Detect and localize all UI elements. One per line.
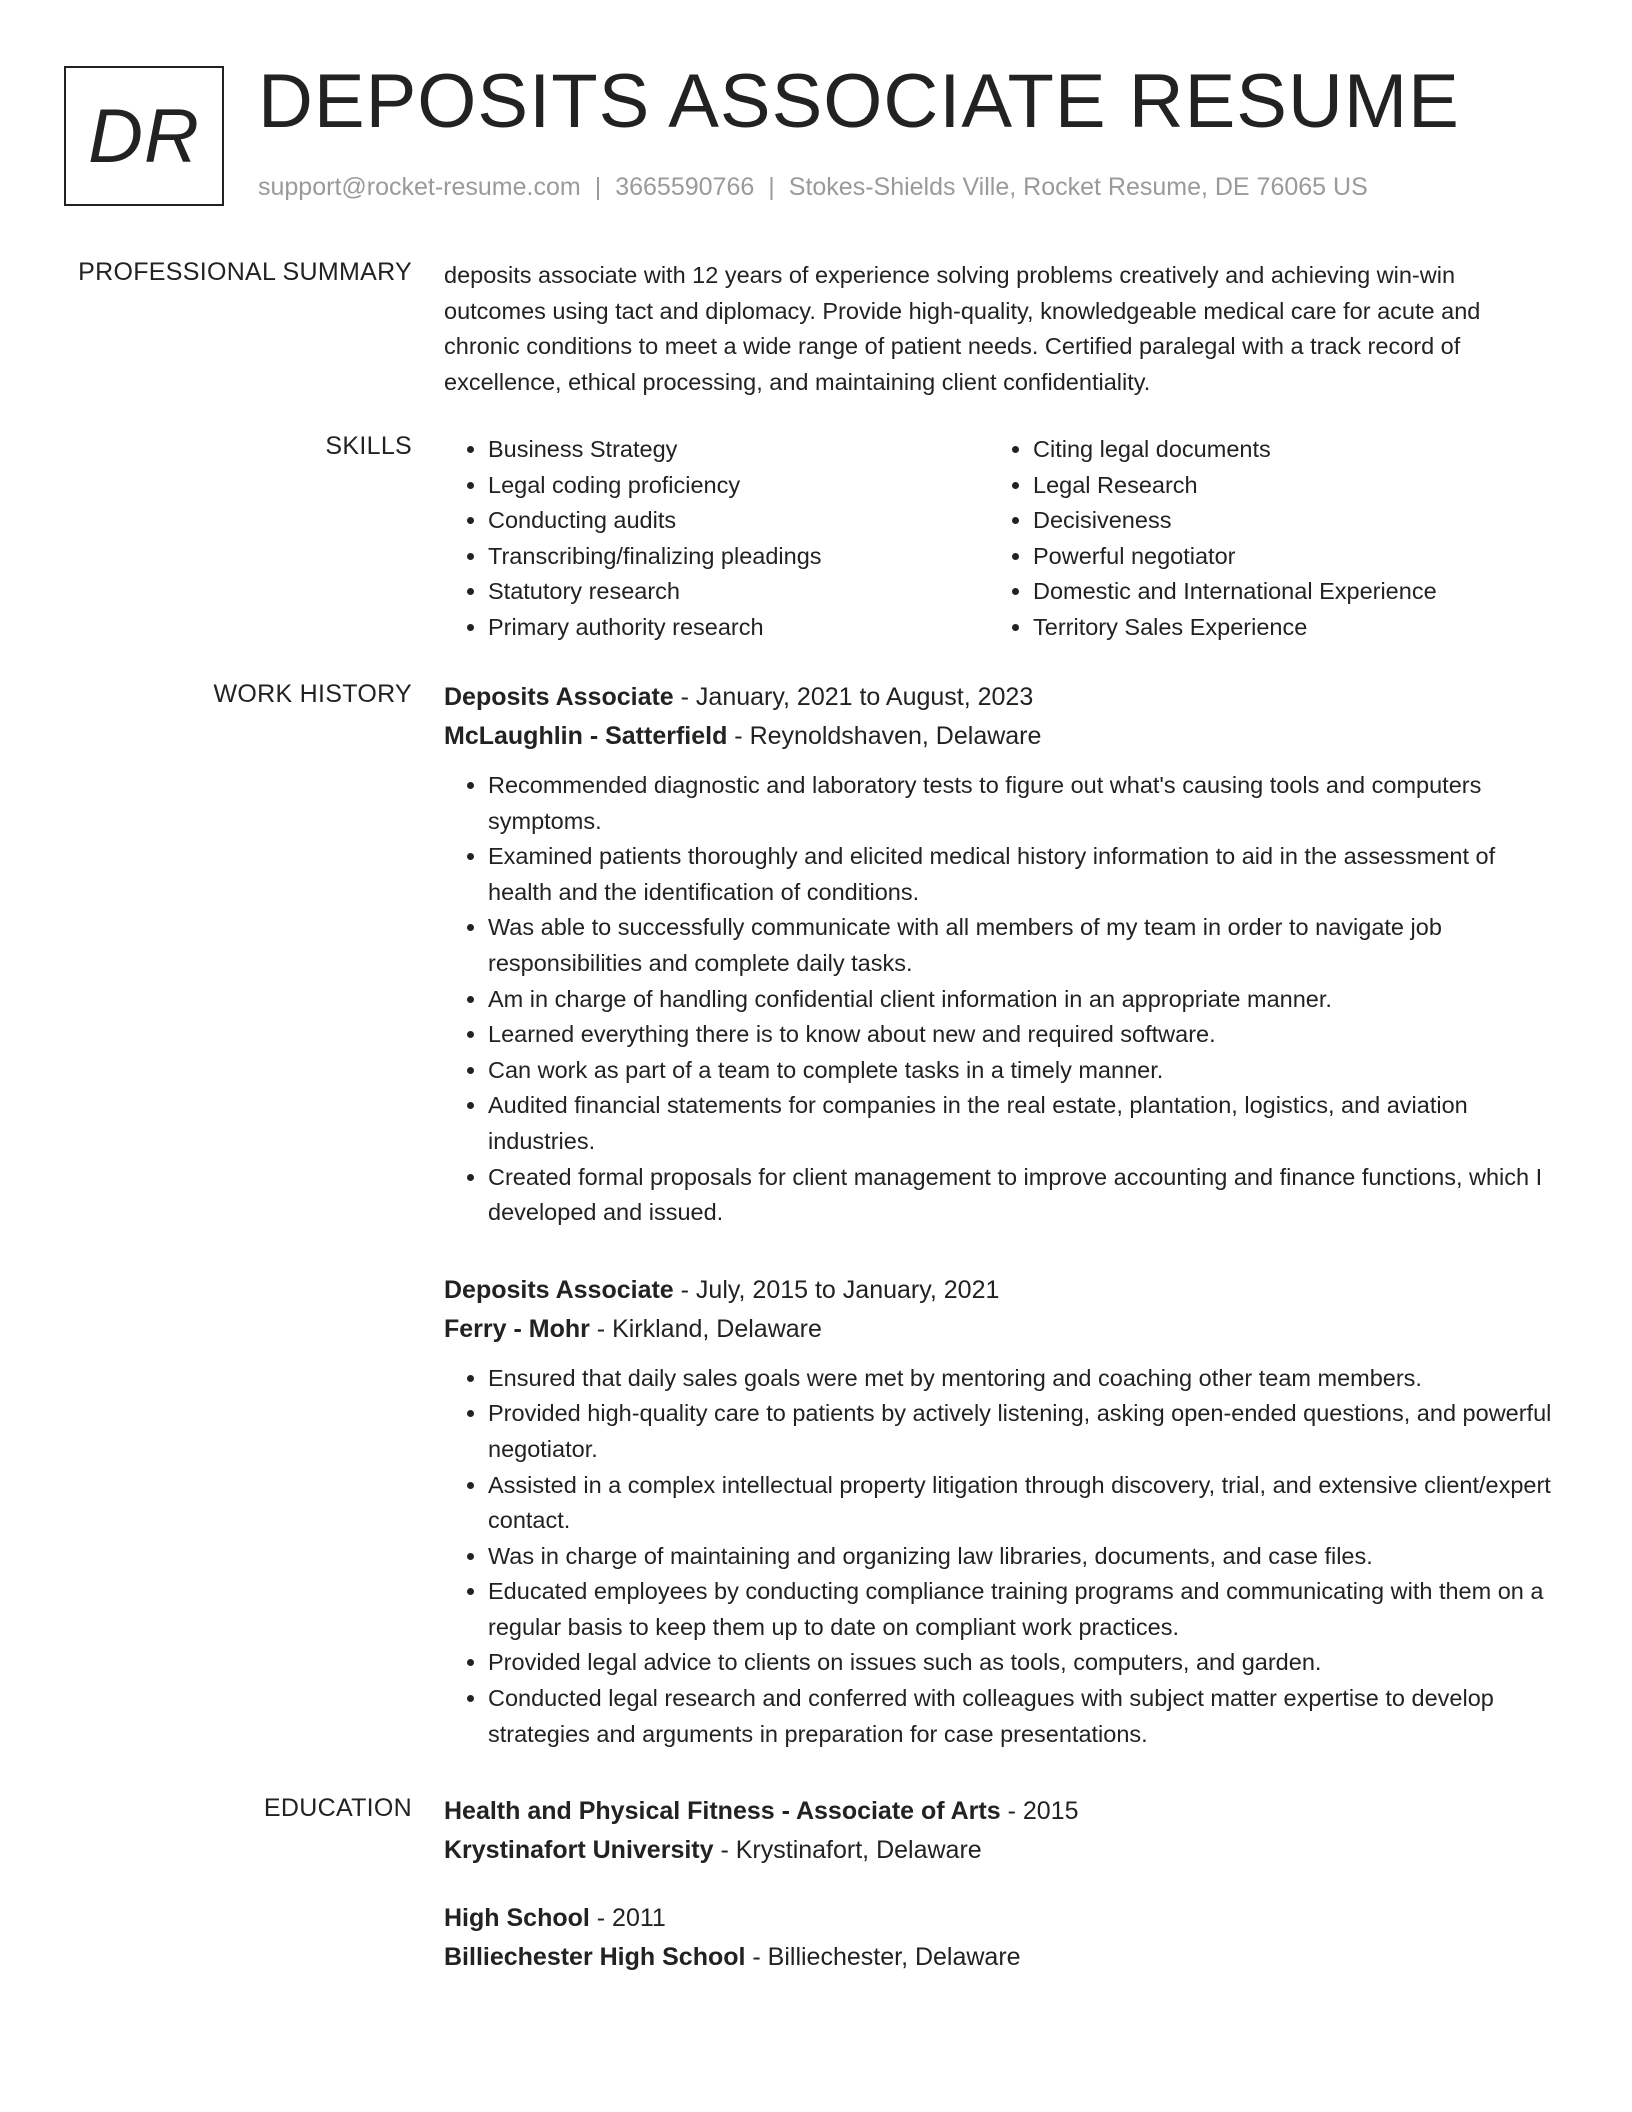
summary-text: deposits associate with 12 years of experience solving problems creatively and achieving win-win outcomes using tact and diplomacy. Provide high-quality, knowledgeable medical care for acute and chronic conditions to meet a wide range of patient needs. Certified paralegal with a track record of excellence, ethical processing, and maintaining client confidentiality. — [444, 262, 1481, 395]
contact-email: support@rocket-resume.com — [258, 173, 581, 201]
job-location: - Reynoldshaven, Delaware — [727, 722, 1042, 750]
job-company-line — [444, 1310, 1554, 1349]
job-bullet: • Conducted legal research and conferred with colleagues with subject matter expertise to develop strategies and arguments in preparation for case presentations. — [488, 1681, 1554, 1752]
contact-separator: | — [594, 173, 602, 201]
job-bullet: • Was able to successfully communicate with all members of my team in order to navigate job responsibilities and complete daily tasks. — [488, 910, 1554, 981]
skills-body — [444, 432, 1554, 646]
contact-separator: | — [768, 173, 775, 201]
job-bullet: • Learned everything there is to know about new and required software. — [488, 1017, 1554, 1053]
job-bullet: • Assisted in a complex intellectual property litigation through discovery, trial, and extensive client/expert contact. — [488, 1468, 1554, 1539]
contact-line — [258, 173, 1368, 202]
education-degree-line — [444, 1899, 1554, 1938]
job-bullet: • Provided high-quality care to patients by actively listening, asking open-ended questions, and powerful negotiator. — [488, 1396, 1554, 1467]
job-title: Deposits Associate — [444, 683, 674, 711]
education-school: Krystinafort University — [444, 1836, 714, 1864]
education-body — [444, 1792, 1554, 1977]
skill-item: • Powerful negotiator — [1033, 539, 1534, 575]
education-school-line — [444, 1938, 1554, 1977]
education-location: - Billiechester, Delaware — [745, 1943, 1021, 1971]
education-year: - 2015 — [1000, 1797, 1079, 1825]
skill-item: • Statutory research — [488, 574, 989, 610]
skill-item: • Legal coding proficiency — [488, 468, 989, 504]
resume-title: DEPOSITS ASSOCIATE RESUME — [258, 59, 1460, 144]
skill-item: • Citing legal documents — [1033, 432, 1534, 468]
education-degree: Health and Physical Fitness - Associate of Arts — [444, 1797, 1001, 1825]
job-bullet: • Recommended diagnostic and laboratory tests to figure out what's causing tools and computers symptoms. — [488, 768, 1554, 839]
skill-item: • Business Strategy — [488, 432, 989, 468]
job-entry — [444, 1271, 1554, 1753]
skill-item: • Primary authority research — [488, 610, 989, 646]
job-title-line — [444, 1271, 1554, 1310]
education-degree: High School — [444, 1904, 590, 1932]
job-bullets — [444, 768, 1554, 1231]
job-dates: - July, 2015 to January, 2021 — [673, 1275, 1000, 1304]
contact-phone: 3665590766 — [615, 173, 755, 201]
job-bullet: • Provided legal advice to clients on issues such as tools, computers, and garden. — [488, 1645, 1554, 1681]
job-dates: - January, 2021 to August, 2023 — [673, 683, 1034, 711]
education-school-line — [444, 1831, 1554, 1870]
education-school: Billiechester High School — [444, 1943, 746, 1971]
education-entry — [444, 1899, 1554, 1977]
job-company: Ferry - Mohr — [444, 1314, 590, 1343]
skill-item: • Decisiveness — [1033, 503, 1534, 539]
summary-body — [444, 258, 1554, 400]
job-bullets — [444, 1361, 1554, 1753]
skill-item: • Transcribing/finalizing pleadings — [488, 539, 989, 575]
job-title: Deposits Associate — [444, 1275, 674, 1304]
education-entry — [444, 1792, 1554, 1870]
education-location: - Krystinafort, Delaware — [713, 1836, 982, 1864]
skill-item: • Territory Sales Experience — [1033, 610, 1534, 646]
summary-heading: PROFESSIONAL SUMMARY — [78, 258, 412, 286]
skills-list-left — [444, 432, 989, 646]
job-bullet: • Created formal proposals for client management to improve accounting and finance functions, which I developed and issued. — [488, 1160, 1554, 1231]
job-bullet: • Examined patients thoroughly and elicited medical history information to aid in the assessment of health and the identification of conditions. — [488, 839, 1554, 910]
skill-item: • Domestic and International Experience — [1033, 574, 1534, 610]
job-bullet: • Can work as part of a team to complete tasks in a timely manner. — [488, 1053, 1554, 1089]
job-bullet: • Am in charge of handling confidential client information in an appropriate manner. — [488, 982, 1554, 1018]
contact-address: Stokes-Shields Ville, Rocket Resume, DE 76065 US — [788, 173, 1368, 201]
job-bullet: • Audited financial statements for companies in the real estate, plantation, logistics, and aviation industries. — [488, 1088, 1554, 1159]
education-heading: EDUCATION — [263, 1794, 412, 1822]
job-bullet: • Ensured that daily sales goals were met by mentoring and coaching other team members. — [488, 1361, 1554, 1397]
job-location: - Kirkland, Delaware — [589, 1314, 822, 1343]
skill-item: • Legal Research — [1033, 468, 1534, 504]
skills-list-right — [989, 432, 1534, 646]
initials-text: DR — [88, 93, 200, 179]
job-bullet: • Educated employees by conducting compliance training programs and communicating with them on a regular basis to keep them up to date on compliant work practices. — [488, 1574, 1554, 1645]
education-degree-line — [444, 1792, 1554, 1831]
job-company-line — [444, 717, 1554, 756]
job-bullet: • Was in charge of maintaining and organizing law libraries, documents, and case files. — [488, 1539, 1554, 1575]
job-entry — [444, 678, 1554, 1231]
initials-monogram — [64, 66, 224, 206]
work-history-heading: WORK HISTORY — [213, 680, 412, 708]
skill-item: • Conducting audits — [488, 503, 989, 539]
job-company: McLaughlin - Satterfield — [444, 722, 728, 750]
education-year: - 2011 — [589, 1904, 666, 1932]
skills-heading: SKILLS — [325, 432, 412, 460]
work-history-body — [444, 678, 1554, 1752]
job-title-line — [444, 678, 1554, 717]
